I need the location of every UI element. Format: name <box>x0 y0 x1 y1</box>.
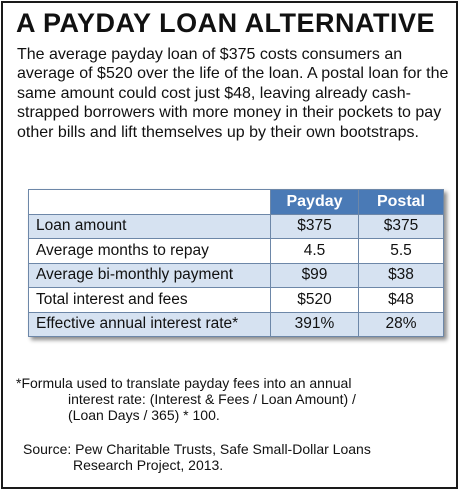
payday-value: $375 <box>271 214 359 239</box>
header-payday: Payday <box>271 190 359 215</box>
card-title: A PAYDAY LOAN ALTERNATIVE <box>16 8 436 38</box>
footnote-line: *Formula used to translate payday fees into an annual <box>16 375 352 391</box>
info-card <box>1 1 458 489</box>
table-row <box>29 239 444 264</box>
row-label: Effective annual interest rate* <box>29 312 271 337</box>
row-label: Loan amount <box>29 214 271 239</box>
source-line: Research Project, 2013. <box>73 457 224 474</box>
source-line: Source: Pew Charitable Trusts, Safe Small-Dollar Loans <box>23 441 371 457</box>
comparison-table <box>28 189 444 337</box>
row-label: Total interest and fees <box>29 288 271 313</box>
header-blank-cell <box>29 190 271 215</box>
postal-value: $48 <box>359 288 444 313</box>
footnote-line: (Loan Days / 365) * 100. <box>68 407 220 424</box>
postal-value: 28% <box>359 312 444 337</box>
postal-value: 5.5 <box>359 239 444 264</box>
table-header-row <box>29 190 444 215</box>
header-postal: Postal <box>359 190 444 215</box>
intro-paragraph: The average payday loan of $375 costs consumers an average of $520 over the life of the loan. A postal loan for the same amount could cost just $48, leaving already cash-strapped borrowers with more money in their pockets to pay other bills and lift themselves up by their own bootstraps. <box>17 46 449 141</box>
payday-value: $99 <box>271 263 359 288</box>
postal-value: $38 <box>359 263 444 288</box>
footnote <box>16 375 356 424</box>
row-label: Average bi-monthly payment <box>29 263 271 288</box>
payday-value: $520 <box>271 288 359 313</box>
payday-value: 4.5 <box>271 239 359 264</box>
payday-value: 391% <box>271 312 359 337</box>
table-row <box>29 288 444 313</box>
table-row <box>29 263 444 288</box>
footnote-line: interest rate: (Interest & Fees / Loan Amount) / <box>68 391 356 408</box>
row-label: Average months to repay <box>29 239 271 264</box>
source-citation <box>23 441 371 473</box>
postal-value: $375 <box>359 214 444 239</box>
table-row <box>29 312 444 337</box>
table-row <box>29 214 444 239</box>
